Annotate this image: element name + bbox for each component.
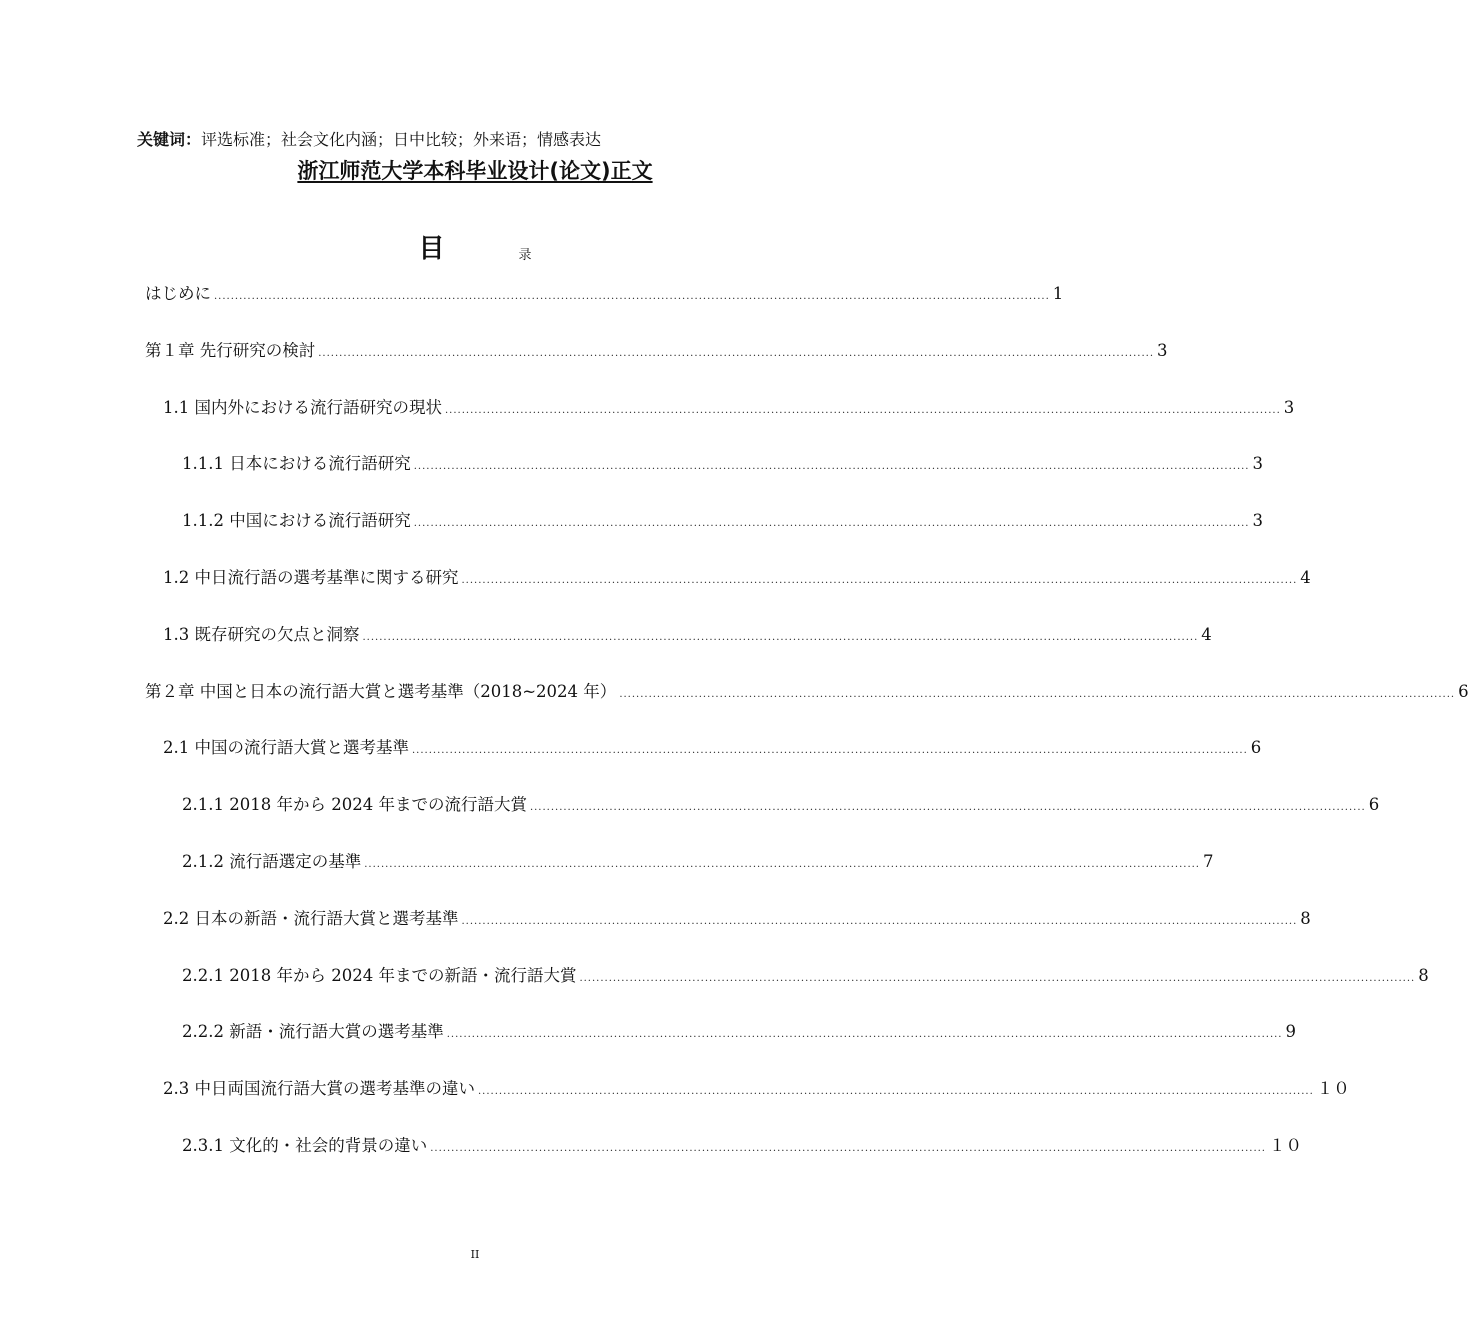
toc-entry-text: 1.3 既存研究の欠点と洞察 xyxy=(163,624,360,644)
toc-dot-leader: ........................................................................................................................................................................................................ xyxy=(412,745,1248,757)
toc-entry[interactable] xyxy=(145,508,1263,565)
toc-entry[interactable] xyxy=(145,679,1469,736)
toc-dot-leader: ........................................................................................................................................................................................................ xyxy=(478,1086,1314,1098)
toc-entry-text: 2.3 中日両国流行語大賞の選考基準の違い xyxy=(163,1079,475,1099)
toc-dot-leader: ........................................................................................................................................................................................................ xyxy=(362,631,1199,643)
document-header xyxy=(0,156,950,186)
toc-entry-page: 6 xyxy=(1458,681,1469,701)
toc-entry-page: 9 xyxy=(1285,1022,1296,1042)
toc-entry[interactable] xyxy=(145,906,1311,963)
toc-entry[interactable] xyxy=(145,395,1295,452)
toc-dot-leader: ........................................................................................................................................................................................................ xyxy=(461,574,1298,586)
keywords-label: 关键词： xyxy=(137,130,202,149)
toc-entry-text: はじめに xyxy=(145,284,211,303)
toc-title-main: 目 xyxy=(418,234,445,264)
toc-entry[interactable] xyxy=(145,622,1212,679)
toc-entry-text: 第１章 先行研究の検討 xyxy=(145,340,316,360)
toc-entry-text: 1.1.1 日本における流行語研究 xyxy=(182,454,411,474)
toc-title xyxy=(0,228,950,265)
toc-entry[interactable] xyxy=(145,1076,1350,1133)
toc-entry-page: 6 xyxy=(1250,738,1262,758)
page-number: II xyxy=(470,1248,480,1261)
toc-entry-page: 7 xyxy=(1202,851,1214,871)
toc-entry-text: 1.1.2 中国における流行語研究 xyxy=(182,511,411,531)
toc-entry[interactable] xyxy=(145,963,1429,1020)
toc-entry[interactable] xyxy=(145,1133,1302,1190)
toc-dot-leader: ........................................................................................................................................................................................................ xyxy=(318,347,1154,359)
toc-entry-page: 3 xyxy=(1283,397,1295,417)
toc-entry[interactable] xyxy=(145,338,1168,395)
toc-entry-text: 2.3.1 文化的・社会的背景の違い xyxy=(182,1135,428,1155)
toc-dot-leader: ........................................................................................................................................................................................................ xyxy=(619,688,1456,700)
toc-entry[interactable] xyxy=(145,1019,1296,1076)
toc-entry-page: 6 xyxy=(1368,795,1380,815)
toc-dot-leader: ........................................................................................................................................................................................................ xyxy=(413,518,1250,530)
toc-entry-page: 1 xyxy=(1052,284,1064,303)
toc-entry[interactable] xyxy=(145,792,1380,849)
toc-dot-leader: ........................................................................................................................................................................................................ xyxy=(461,915,1298,927)
toc-entry-text: 2.1.2 流行語選定の基準 xyxy=(182,851,362,871)
toc-entry[interactable] xyxy=(145,281,1064,338)
toc-entry-text: 1.1 国内外における流行語研究の現状 xyxy=(163,397,442,417)
toc-entry-page: 4 xyxy=(1201,624,1212,644)
toc-entry-text: 2.1 中国の流行語大賞と選考基準 xyxy=(163,738,409,758)
toc-entry-text: 第２章 中国と日本の流行語大賞と選考基準（2018~2024 年） xyxy=(145,681,617,701)
toc-entry[interactable] xyxy=(145,849,1214,906)
keywords-text: 评选标准；社会文化内涵；日中比较；外来语；情感表达 xyxy=(201,130,602,149)
toc-entry[interactable] xyxy=(145,565,1311,622)
toc-title-secondary: 录 xyxy=(518,248,532,263)
toc-entry-page: 8 xyxy=(1300,908,1311,928)
toc-entry-page: 3 xyxy=(1252,454,1263,474)
toc-entry-page: 4 xyxy=(1300,567,1311,587)
toc-dot-leader: ........................................................................................................................................................................................................ xyxy=(446,1029,1283,1041)
toc-entry-text: 2.2.1 2018 年から 2024 年までの新語・流行語大賞 xyxy=(182,965,577,985)
toc-entry-text: 1.2 中日流行語の選考基準に関する研究 xyxy=(163,567,459,587)
toc-dot-leader: ........................................................................................................................................................................................................ xyxy=(445,404,1281,416)
toc-entry-text: 2.1.1 2018 年から 2024 年までの流行語大賞 xyxy=(182,795,527,815)
toc-dot-leader: ........................................................................................................................................................................................................ xyxy=(413,461,1250,473)
toc-dot-leader: ........................................................................................................................................................................................................ xyxy=(214,291,1050,302)
keywords-line xyxy=(137,129,601,151)
toc-entry-page: １０ xyxy=(1268,1135,1302,1155)
toc-entry-text: 2.2.2 新語・流行語大賞の選考基準 xyxy=(182,1022,444,1042)
toc-entry-page: 3 xyxy=(1157,340,1168,360)
toc-entry[interactable] xyxy=(145,451,1263,508)
table-of-contents xyxy=(145,281,1469,1190)
document-header-title: 浙江师范大学本科毕业设计(论文)正文 xyxy=(297,159,653,183)
toc-entry-text: 2.2 日本の新語・流行語大賞と選考基準 xyxy=(163,908,459,928)
toc-entry-page: １０ xyxy=(1316,1079,1350,1099)
toc-dot-leader: ........................................................................................................................................................................................................ xyxy=(364,858,1200,870)
toc-entry-page: 8 xyxy=(1418,965,1429,985)
toc-dot-leader: ........................................................................................................................................................................................................ xyxy=(579,972,1416,984)
toc-dot-leader: ........................................................................................................................................................................................................ xyxy=(529,802,1366,814)
page-number-footer xyxy=(0,1248,950,1261)
toc-entry[interactable] xyxy=(145,735,1262,792)
toc-entry-page: 3 xyxy=(1252,511,1263,531)
toc-dot-leader: ........................................................................................................................................................................................................ xyxy=(430,1142,1266,1154)
